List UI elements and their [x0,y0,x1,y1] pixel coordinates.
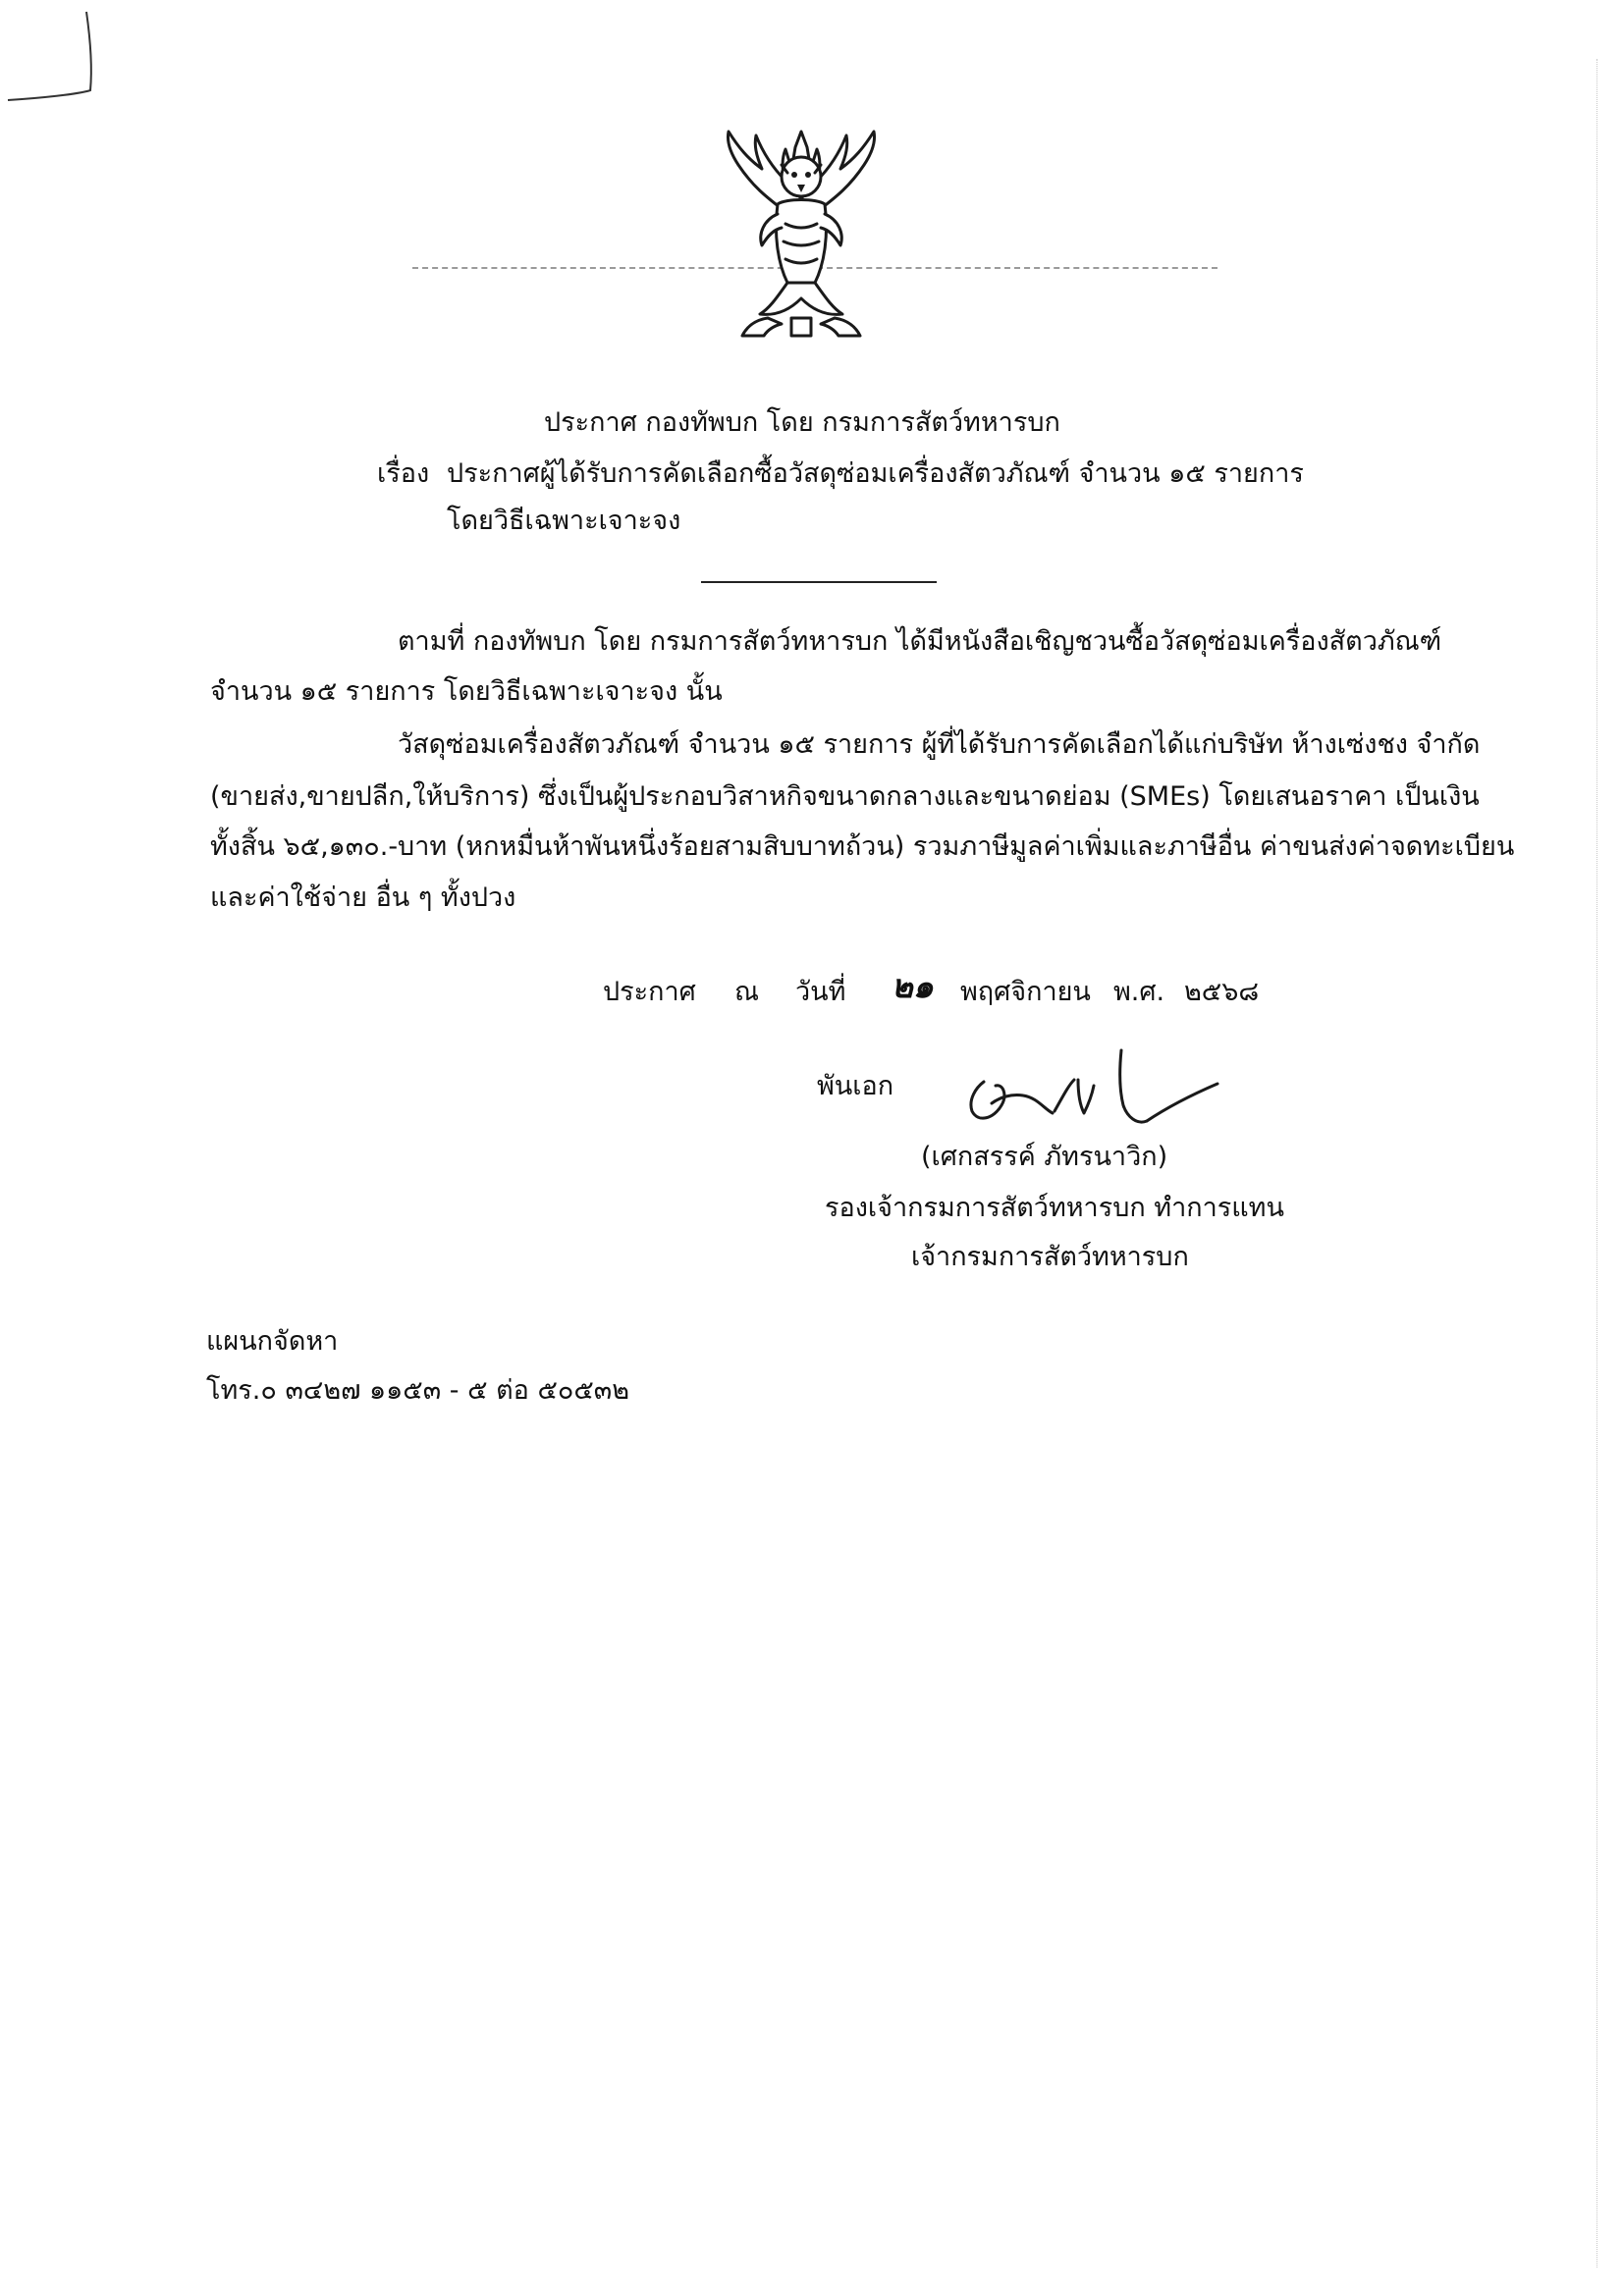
paragraph1-line2: จำนวน ๑๕ รายการ โดยวิธีเฉพาะเจาะจง นั้น [210,676,723,707]
announce-day-label: วันที่ [795,977,846,1007]
announce-label: ประกาศ [603,977,696,1007]
announce-era: พ.ศ. [1113,977,1165,1007]
announce-day-value: ๒๑ [892,967,934,1005]
garuda-emblem-icon [709,126,893,340]
paragraph1-line1: ตามที่ กองทัพบก โดย กรมการสัตว์ทหารบก ได้มีหนังสือเชิญชวนซื้อวัสดุซ่อมเครื่องสัตวภัณฑ์ [398,626,1442,657]
scan-edge-line [1596,59,1597,2268]
handwritten-signature-icon [954,1041,1227,1147]
footer-unit: แผนกจัดหา [206,1326,339,1357]
paragraph2-line3: ทั้งสิ้น ๖๕,๑๓๐.-บาท (หกหมื่นห้าพันหนึ่งร้อยสามสิบบาทถ้วน) รวมภาษีมูลค่าเพิ่มและภาษีอื่น ค่าขนส่งค่าจดทะเบียน [210,831,1515,862]
paragraph2-line1: วัสดุซ่อมเครื่องสัตวภัณฑ์ จำนวน ๑๕ รายการ ผู้ที่ได้รับการคัดเลือกได้แก่บริษัท ห้างเซ่งชง จำกัด [398,729,1481,760]
signer-position-line2: เจ้ากรมการสัตว์ทหารบก [911,1242,1189,1272]
signer-position-line1: รองเจ้ากรมการสัตว์ทหารบก ทำการแทน [825,1193,1284,1223]
paragraph2-line2: (ขายส่ง,ขายปลีก,ให้บริการ) ซึ่งเป็นผู้ประกอบวิสาหกิจขนาดกลางและขนาดย่อม (SMEs) โดยเสนอราคา เป็นเงิน [210,781,1480,812]
subject-text: ประกาศผู้ได้รับการคัดเลือกซื้อวัสดุซ่อมเครื่องสัตวภัณฑ์ จำนวน ๑๕ รายการ [447,458,1304,489]
title-divider [701,581,937,583]
paragraph2-line4: และค่าใช้จ่าย อื่น ๆ ทั้งปวง [210,882,516,913]
subject-continuation: โดยวิธีเฉพาะเจาะจง [447,506,681,536]
announce-year: ๒๕๖๘ [1184,977,1260,1007]
scan-corner-mark [0,0,108,118]
signer-name: (เศกสรรค์ ภัทรนาวิก) [921,1142,1168,1172]
signer-rank: พันเอก [817,1071,894,1101]
footer-phone: โทร.๐ ๓๔๒๗ ๑๑๕๓ - ๕ ต่อ ๕๐๕๓๒ [206,1375,630,1406]
announce-at: ณ [734,977,760,1007]
announce-month: พฤศจิกายน [960,977,1091,1007]
subject-label: เรื่อง [377,458,430,489]
announcement-title: ประกาศ กองทัพบก โดย กรมการสัตว์ทหารบก [544,407,1060,438]
